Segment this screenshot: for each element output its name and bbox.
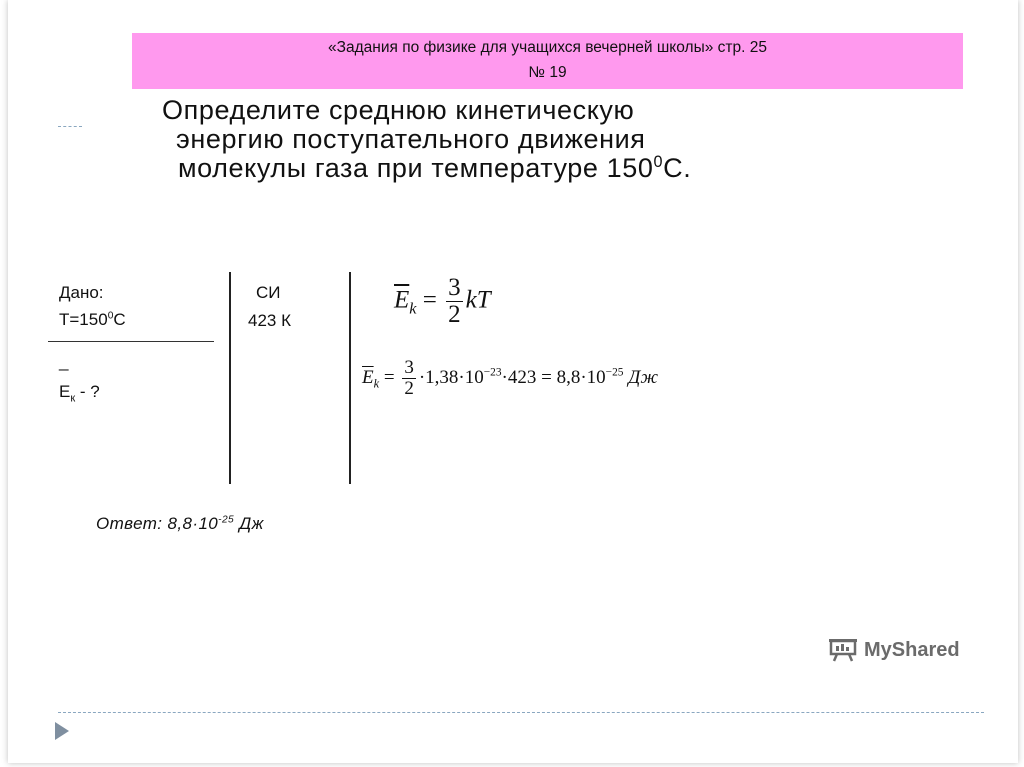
si-label: СИ	[256, 283, 281, 302]
given-temperature: $Т=150^0С$	[59, 310, 126, 329]
presentation-board-icon	[828, 638, 858, 662]
table-divider-2	[349, 272, 351, 484]
problem-statement	[162, 96, 962, 183]
source-header	[132, 33, 963, 89]
problem-line-3: молекулы газа при температуре $150^0С$.	[178, 153, 692, 183]
formula-kinetic-energy: $\overline{E}_k$ = $\frac{3}{2}$ kT	[394, 274, 491, 329]
next-slide-arrow-icon[interactable]	[55, 722, 69, 740]
table-divider-1	[229, 272, 231, 484]
answer: Ответ: $8,8\cdot 10^{-25}$ Дж	[96, 514, 264, 533]
formula-calculation: $\overline{E}_k$ = $\frac{3}{2}$ $\cdot 1,38\cdot 10^{-23}\cdot 423 = 8,8\cdot 10^{-25}$ Дж	[362, 357, 659, 399]
find-quantity: $Е_к$ - ?	[59, 382, 100, 405]
problem-line-2: энергию поступательного движения	[176, 124, 646, 154]
slide	[8, 0, 1018, 763]
find-bar: _	[59, 352, 69, 371]
problem-number: № 19	[528, 64, 567, 81]
given-label: Дано:	[59, 283, 104, 302]
fraction-three-halves-2: $\frac{3}{2}$	[404, 357, 414, 399]
given-underline	[48, 341, 214, 342]
logo-text: MyShared	[864, 638, 960, 661]
si-value: 423 К	[248, 311, 291, 330]
problem-line-1: Определите среднюю кинетическую	[162, 95, 635, 125]
divider-bottom	[58, 712, 984, 713]
fraction-three-halves: $\frac{3}{2}$	[448, 274, 461, 329]
source-title: «Задания по физике для учащихся вечерней школы» стр. 25	[328, 39, 767, 56]
divider-top	[58, 126, 82, 127]
myshared-logo	[828, 638, 960, 662]
